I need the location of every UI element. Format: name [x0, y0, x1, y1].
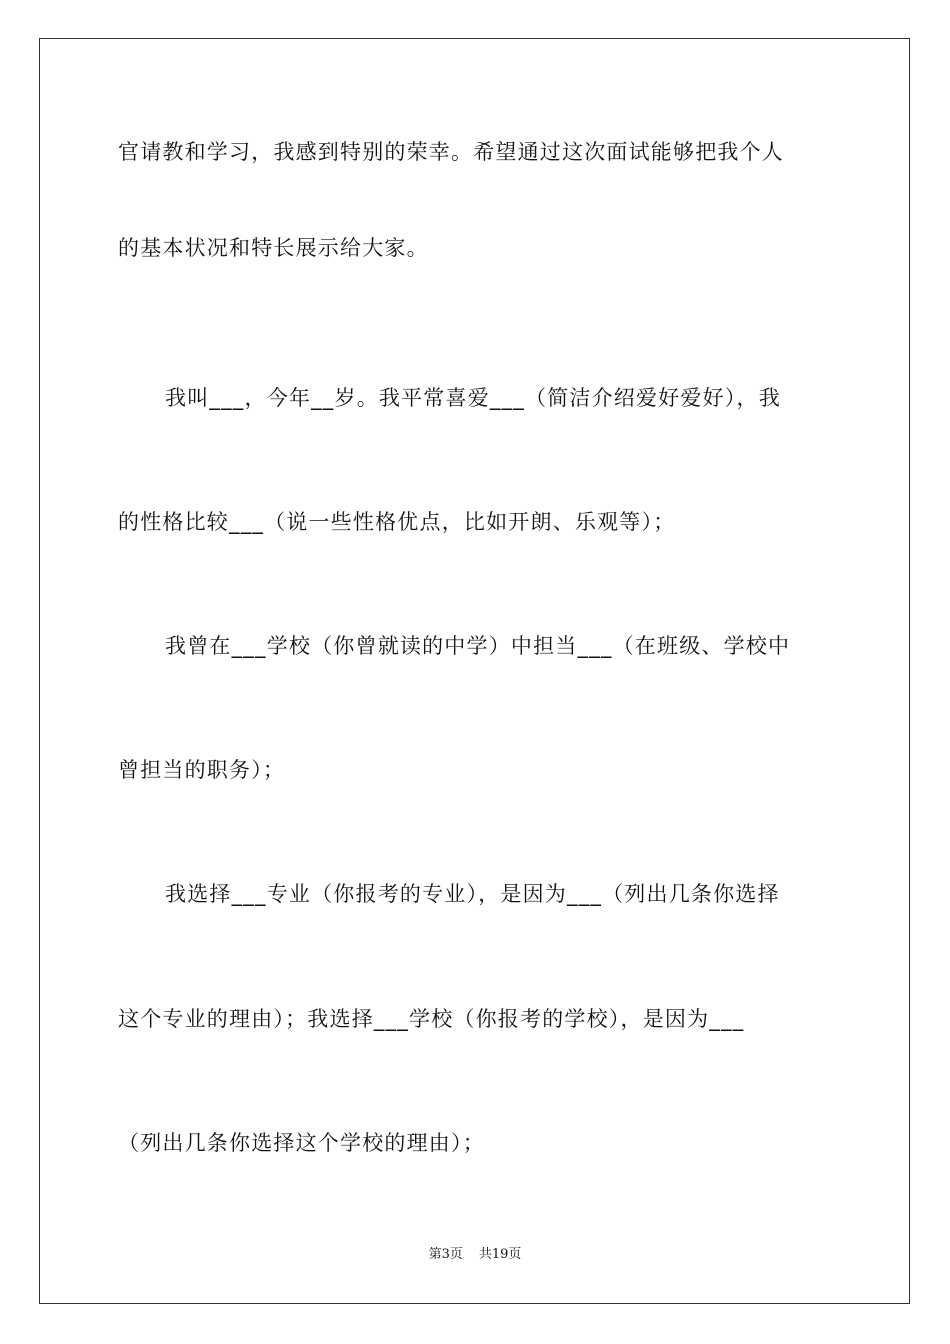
text-line-5: 我曾在___学校（你曾就读的中学）中担当___（在班级、学校中: [165, 634, 791, 658]
text-line-4: 的性格比较___（说一些性格优点，比如开朗、乐观等）；: [118, 510, 676, 534]
text-line-2: 的基本状况和特长展示给大家。: [118, 236, 429, 260]
page-footer: [0, 1246, 950, 1264]
text-line-6: 曾担当的职务）；: [118, 758, 286, 782]
page-number: 第3页: [428, 1247, 463, 1262]
text-line-7: 我选择___专业（你报考的专业），是因为___（列出几条你选择: [165, 882, 780, 906]
text-line-8: 这个专业的理由）；我选择___学校（你报考的学校），是因为___: [118, 1007, 745, 1031]
page-total: 共19页: [478, 1247, 522, 1262]
page-frame: [39, 38, 910, 1304]
text-line-9: （列出几条你选择这个学校的理由）；: [118, 1131, 485, 1155]
text-line-3: 我叫___，今年__岁。我平常喜爱___（简洁介绍爱好爱好），我: [165, 386, 781, 410]
text-line-1: 官请教和学习，我感到特别的荣幸。希望通过这次面试能够把我个人: [118, 140, 784, 164]
